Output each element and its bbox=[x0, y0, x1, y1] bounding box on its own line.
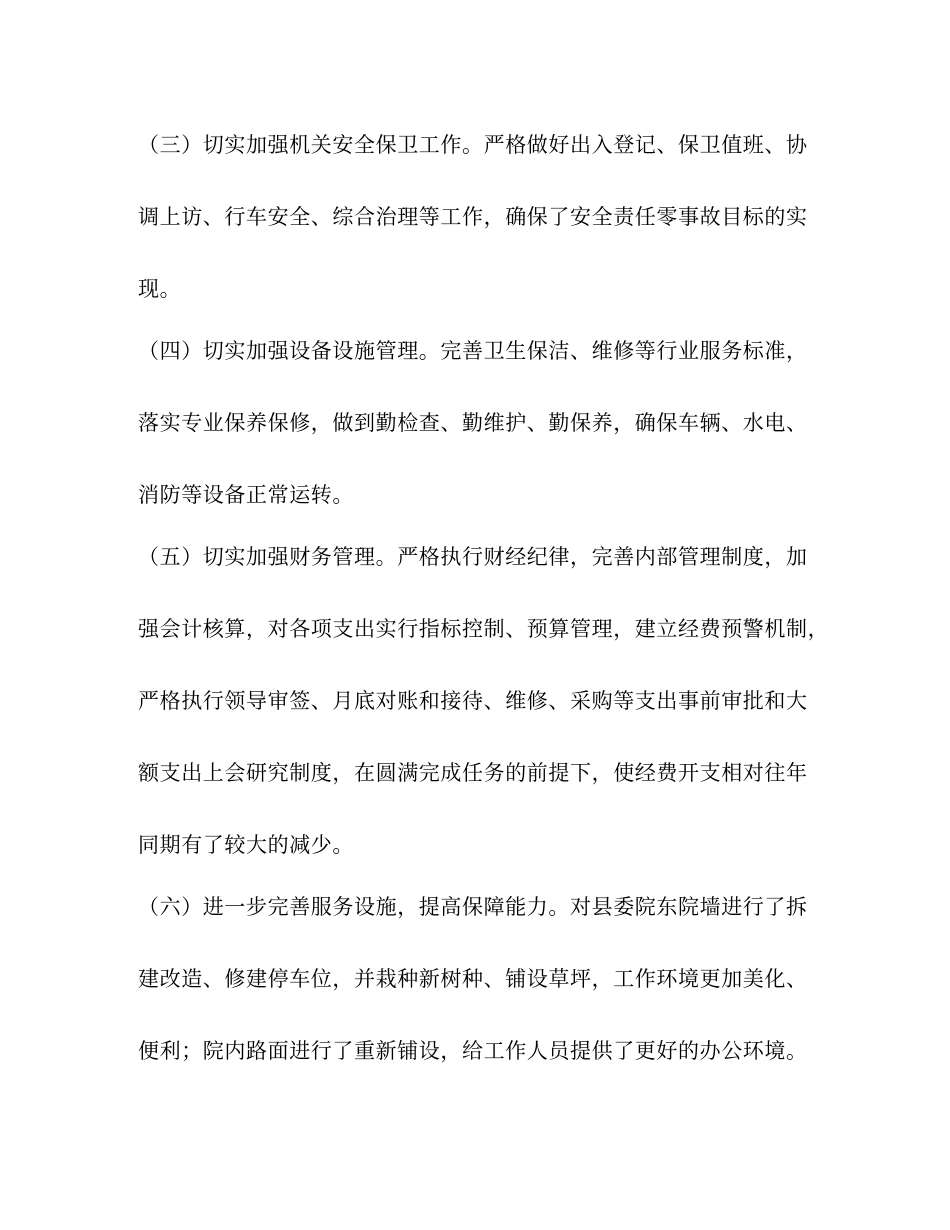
text-line: 便利；院内路面进行了重新铺设，给工作人员提供了更好的办公环境。 bbox=[138, 1039, 808, 1063]
text-line: （三）切实加强机关安全保卫工作。严格做好出入登记、保卫值班、协 bbox=[138, 133, 808, 157]
text-line: （四）切实加强设备设施管理。完善卫生保洁、维修等行业服务标准， bbox=[138, 339, 808, 363]
text-line: 消防等设备正常运转。 bbox=[138, 483, 354, 507]
text-line: （六）进一步完善服务设施，提高保障能力。对县委院东院墙进行了拆 bbox=[138, 895, 808, 919]
text-line: 严格执行领导审签、月底对账和接待、维修、采购等支出事前审批和大 bbox=[138, 689, 808, 713]
text-line: （五）切实加强财务管理。严格执行财经纪律，完善内部管理制度，加 bbox=[138, 545, 808, 569]
text-line: 调上访、行车安全、综合治理等工作，确保了安全责任零事故目标的实 bbox=[138, 205, 808, 229]
text-line: 强会计核算，对各项支出实行指标控制、预算管理，建立经费预警机制， bbox=[138, 617, 830, 641]
text-line: 现。 bbox=[138, 277, 182, 301]
text-line: 落实专业保养保修，做到勤检查、勤维护、勤保养，确保车辆、水电、 bbox=[138, 411, 808, 435]
text-line: 同期有了较大的减少。 bbox=[138, 833, 354, 857]
text-line: 额支出上会研究制度，在圆满完成任务的前提下，使经费开支相对往年 bbox=[138, 761, 808, 785]
text-line: 建改造、修建停车位，并栽种新树种、铺设草坪，工作环境更加美化、 bbox=[138, 967, 808, 991]
